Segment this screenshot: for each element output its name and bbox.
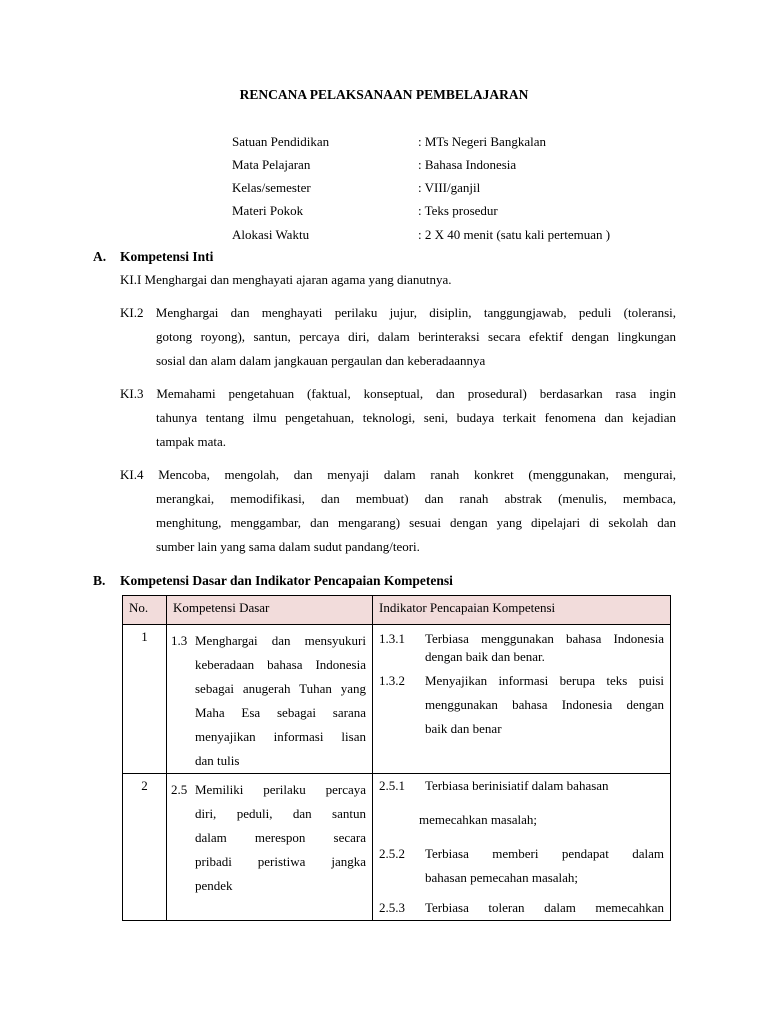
- indicator-item: [373, 625, 670, 669]
- indicator-line: Terbiasa memberi pendapat dalam: [425, 846, 664, 861]
- kd-line: diri, peduli, dan santun: [195, 806, 366, 821]
- kd-cell: [167, 774, 373, 921]
- ki-4-line: menghitung, menggambar, dan mengarang) sesuai dengan yang dipelajari di sekolah dan: [156, 515, 676, 530]
- identity-value: : VIII/ganjil: [418, 180, 481, 195]
- kd-line: sebagai anugerah Tuhan yang: [195, 681, 366, 696]
- indicator-line: baik dan benar: [425, 721, 502, 736]
- kd-number: 2.5: [171, 782, 188, 797]
- indicator-item: [373, 896, 670, 920]
- kd-line: menyajikan informasi lisan: [195, 729, 366, 744]
- indicator-line: Terbiasa berinisiatif dalam bahasan: [425, 778, 609, 793]
- section-b-letter: B.: [93, 573, 106, 588]
- identity-label: Materi Pokok: [232, 203, 304, 218]
- ki-4-line: sumber lain yang sama dalam sudut pandang/teori.: [156, 539, 420, 554]
- section-a-letter: A.: [93, 249, 107, 264]
- indicator-number: 2.5.3: [379, 900, 405, 915]
- kd-line: Menghargai dan mensyukuri: [195, 633, 366, 648]
- identity-label: Mata Pelajaran: [232, 157, 311, 172]
- indicator-line: memecahkan masalah;: [419, 812, 538, 827]
- indicator-number: 2.5.2: [379, 846, 405, 861]
- kd-line: pribadi peristiwa jangka: [195, 854, 366, 869]
- indicator-item: [373, 774, 670, 798]
- kd-line: Maha Esa sebagai sarana: [195, 705, 366, 720]
- ki-4-line: merangkai, memodifikasi, dan membuat) dan ranah abstrak (menulis, membaca,: [156, 491, 676, 506]
- ki-1-text: KI.I Menghargai dan menghayati ajaran agama yang dianutnya.: [120, 272, 452, 287]
- identity-label: Kelas/semester: [232, 180, 311, 195]
- indicator-item: [373, 842, 670, 890]
- kd-line: keberadaan bahasa Indonesia: [195, 657, 366, 672]
- header-ipk: Indikator Pencapaian Kompetensi: [373, 596, 671, 625]
- ki-3-first: KI.3 Memahami pengetahuan (faktual, konseptual, dan prosedural) berdasarkan rasa ingin: [120, 386, 676, 401]
- ki-3-line: tahunya tentang ilmu pengetahuan, teknologi, seni, budaya terkait fenomena dan kejadian: [156, 410, 676, 425]
- ipk-cell: [373, 774, 671, 921]
- indicator-line: Menyajikan informasi berupa teks puisi: [425, 673, 664, 688]
- row-number: 2: [123, 774, 167, 921]
- identity-value: : 2 X 40 menit (satu kali pertemuan ): [418, 227, 611, 242]
- section-a-title: Kompetensi Inti: [120, 249, 214, 264]
- ki-2-line: sosial dan alam dalam jangkauan pergaulan dan keberadaannya: [156, 353, 486, 368]
- ki-2-line: gotong royong), santun, percaya diri, dalam berinteraksi secara efektif dengan lingkungan: [156, 329, 676, 344]
- row-number: 1: [123, 625, 167, 774]
- identity-label: Satuan Pendidikan: [232, 134, 330, 149]
- indicator-number: 1.3.2: [379, 673, 405, 688]
- table-row: [123, 774, 671, 921]
- indicator-item: [373, 808, 670, 832]
- indicator-item: [373, 669, 670, 741]
- header-kd: Kompetensi Dasar: [167, 596, 373, 625]
- indicator-line: dengan baik dan benar.: [425, 649, 545, 664]
- ki-4: [120, 463, 676, 559]
- competency-table: [122, 595, 671, 921]
- indicator-line: Terbiasa toleran dalam memecahkan: [425, 900, 664, 915]
- table-row: [123, 625, 671, 774]
- ki-2-first: KI.2 Menghargai dan menghayati perilaku jujur, disiplin, tanggungjawab, peduli (toleransi,: [120, 305, 676, 320]
- document-title: RENCANA PELAKSANAAN PEMBELAJARAN: [239, 87, 529, 102]
- table-header-row: [123, 596, 671, 625]
- indicator-line: menggunakan bahasa Indonesia dengan: [425, 697, 664, 712]
- ki-4-first: KI.4 Mencoba, mengolah, dan menyaji dalam ranah konkret (menggunakan, mengurai,: [120, 467, 676, 482]
- ki-2: [120, 301, 676, 373]
- kd-line: dan tulis: [195, 753, 240, 768]
- identity-label: Alokasi Waktu: [232, 227, 310, 242]
- identity-value: : Bahasa Indonesia: [418, 157, 517, 172]
- header-no: No.: [123, 596, 167, 625]
- section-b-title: Kompetensi Dasar dan Indikator Pencapaian Kompetensi: [120, 573, 453, 588]
- indicator-number: 2.5.1: [379, 778, 405, 793]
- ki-3-line: tampak mata.: [156, 434, 227, 449]
- kd-cell: [167, 625, 373, 774]
- kd-line: Memiliki perilaku percaya: [195, 782, 366, 797]
- kd-number: 1.3: [171, 633, 188, 648]
- indicator-line: Terbiasa menggunakan bahasa Indonesia: [425, 631, 664, 646]
- kd-line: pendek: [195, 878, 233, 893]
- identity-value: : MTs Negeri Bangkalan: [418, 134, 546, 149]
- ipk-cell: [373, 625, 671, 774]
- ki-3: [120, 382, 676, 454]
- ki-1: [120, 268, 676, 292]
- indicator-number: 1.3.1: [379, 631, 405, 646]
- kd-line: dalam merespon secara: [195, 830, 366, 845]
- indicator-line: bahasan pemecahan masalah;: [425, 870, 579, 885]
- identity-value: : Teks prosedur: [418, 203, 498, 218]
